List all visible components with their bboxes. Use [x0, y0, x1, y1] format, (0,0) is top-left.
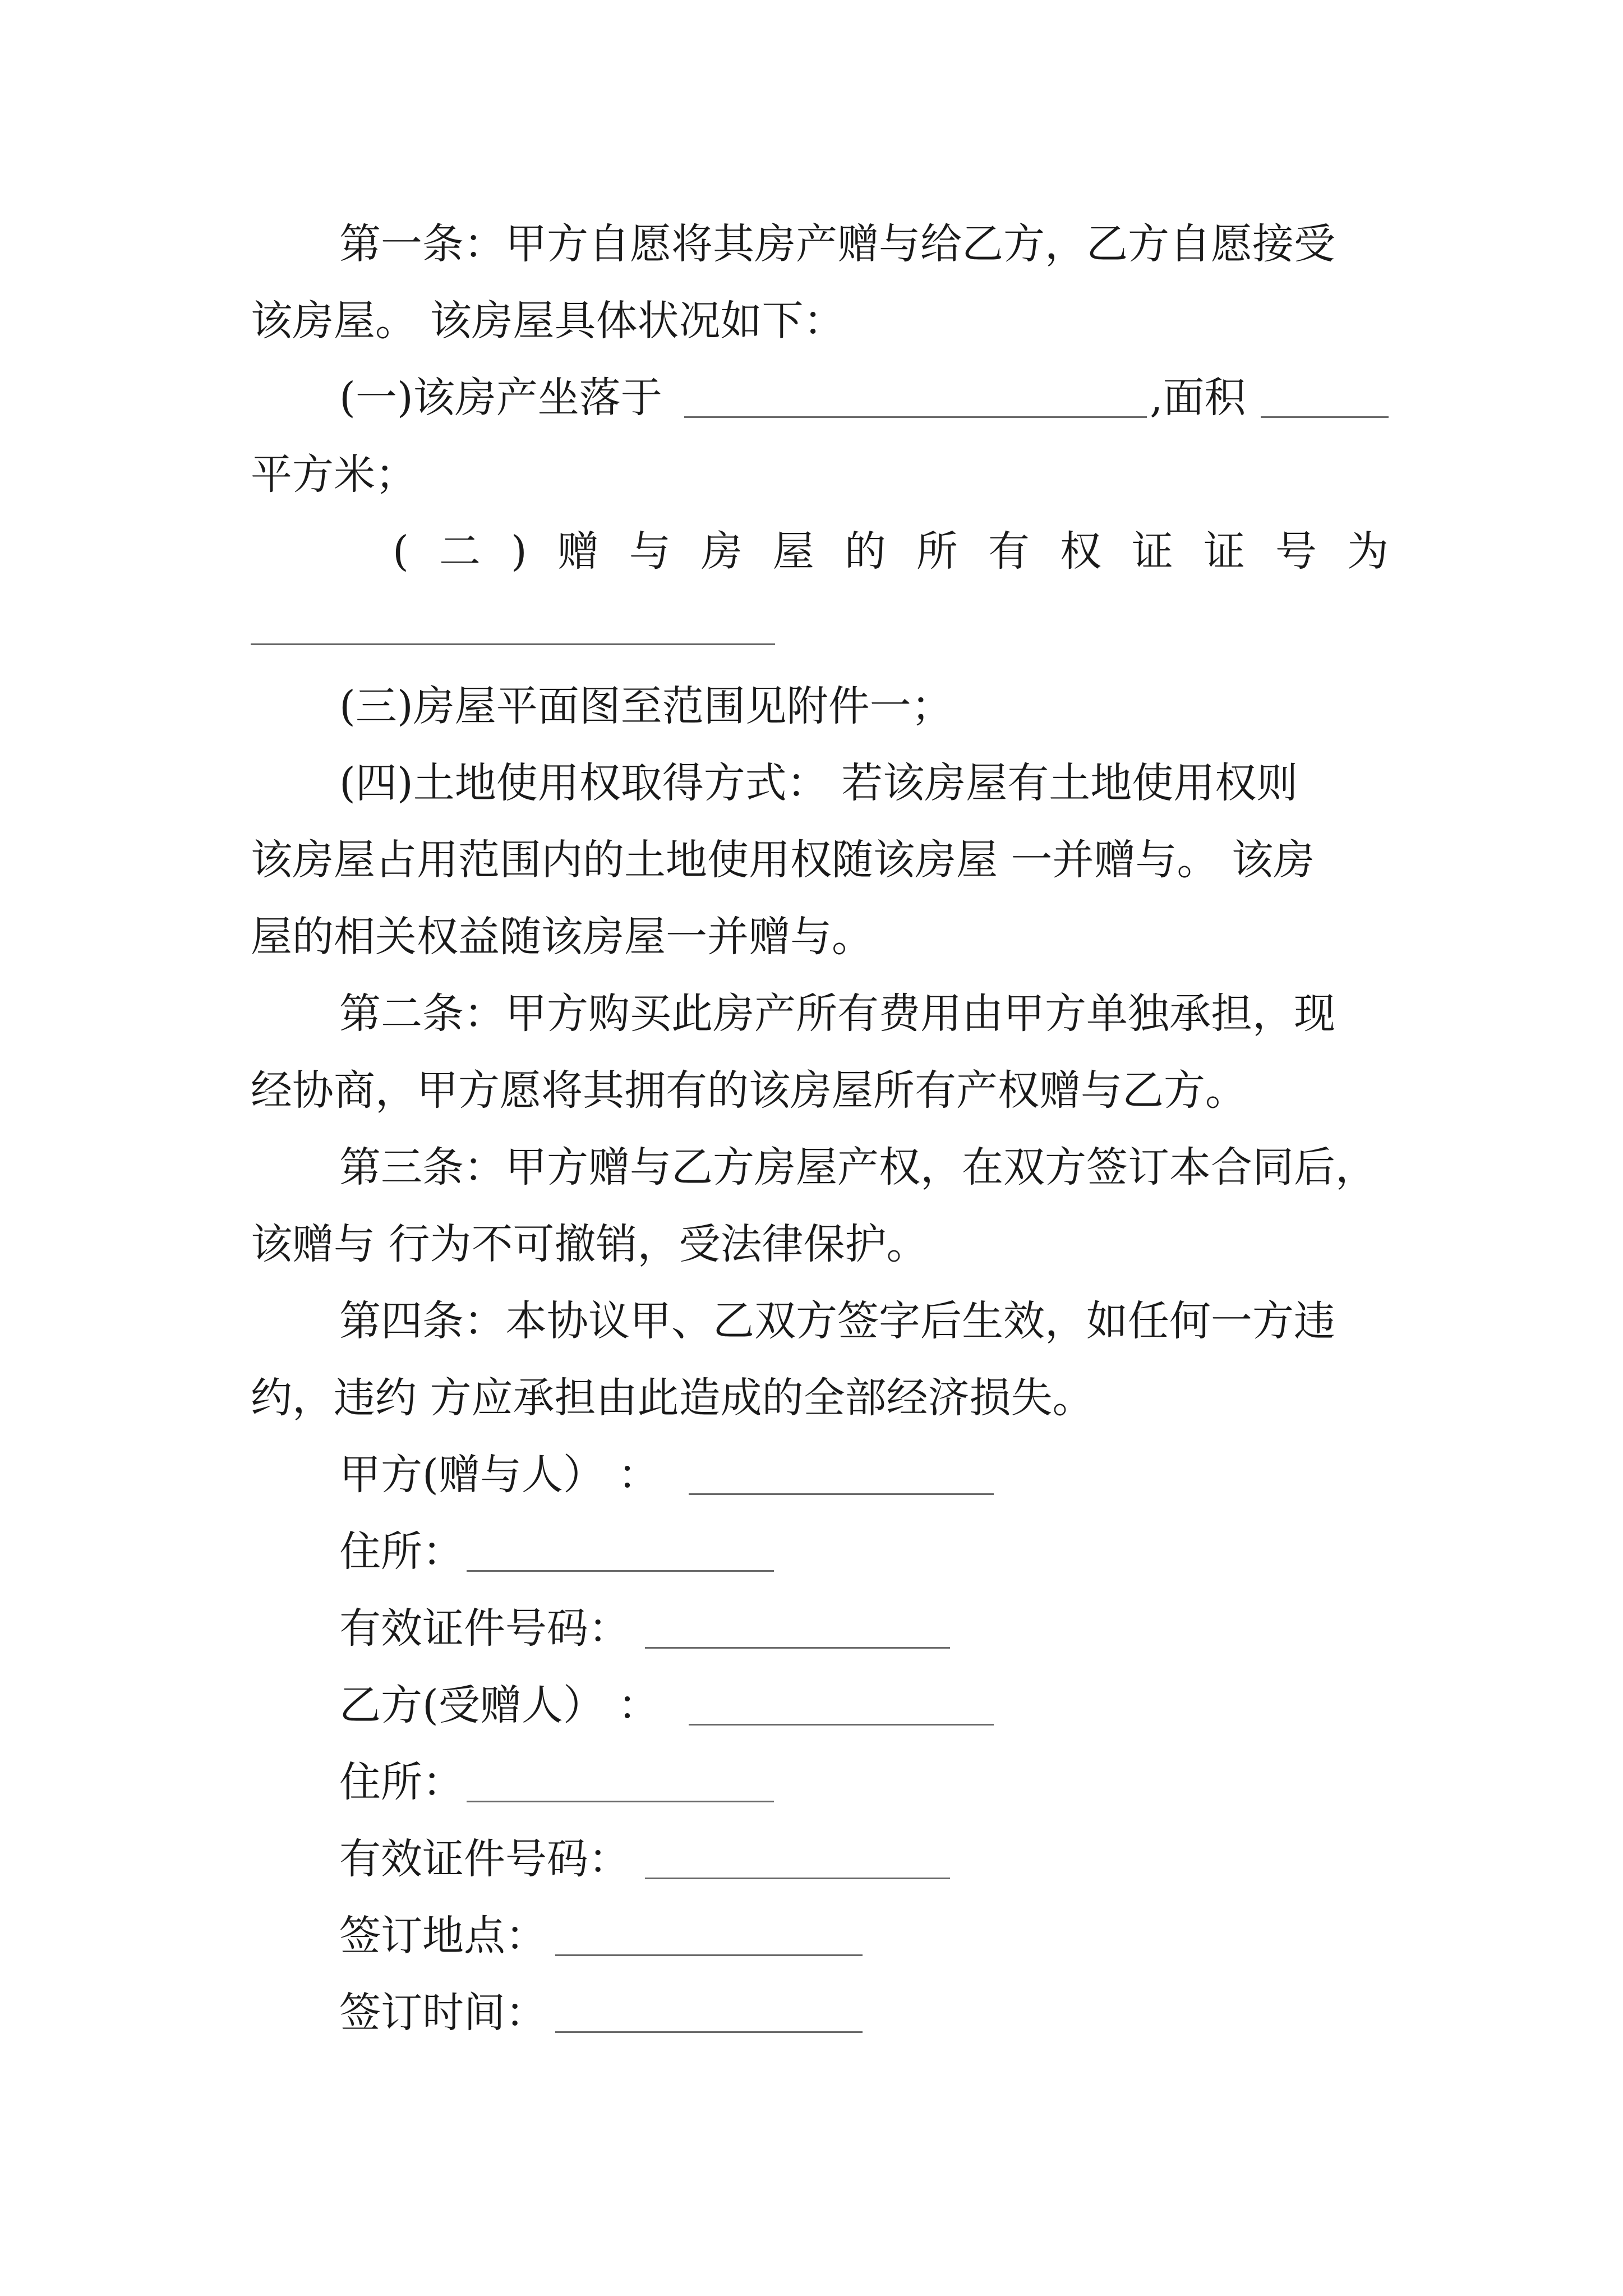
signing-place-label: 签订地点： — [339, 1912, 547, 1960]
item1-line2: 平方米； — [251, 450, 417, 499]
article3-line1: 第三条：甲方赠与乙方房屋产权，在双方签订本合同后， — [339, 1143, 1377, 1191]
signing-time-label: 签订时间： — [339, 1989, 547, 2037]
item2-char: 证 — [1203, 527, 1245, 576]
donor-id-blank[interactable] — [645, 1647, 950, 1649]
donor-address-blank[interactable] — [467, 1570, 774, 1572]
item2-char: 有 — [988, 527, 1030, 576]
donor-name-blank[interactable] — [689, 1493, 994, 1495]
donee-label: 乙方(受赠人） ： — [339, 1681, 660, 1729]
donor-address-label: 住所： — [339, 1527, 464, 1576]
article2-line1: 第二条：甲方购买此房产所有费用由甲方单独承担，现 — [339, 990, 1335, 1038]
donee-id-blank[interactable] — [645, 1878, 950, 1879]
item3-line: (三)房屋平面图至范围见附件一； — [339, 682, 953, 730]
donee-address-blank[interactable] — [467, 1801, 774, 1802]
item4-line1: (四)土地使用权取得方式： 若该房屋有土地使用权则 — [339, 759, 1298, 807]
item2-char: ( — [393, 527, 409, 576]
item2-char: 赠 — [557, 527, 599, 576]
article4-line2: 约，违约 方应承担由此造成的全部经济损失。 — [251, 1374, 1094, 1422]
item1-prefix: (一)该房产坐落于 — [339, 374, 662, 422]
item2-char: 号 — [1275, 527, 1317, 576]
article4-line1: 第四条：本协议甲、乙双方签字后生效，如任何一方违 — [339, 1297, 1335, 1345]
donee-name-blank[interactable] — [689, 1724, 994, 1726]
article1-line2: 该房屋。 该房屋具体状况如下： — [251, 297, 845, 345]
article3-line2: 该赠与 行为不可撤销，受法律保护。 — [251, 1220, 928, 1268]
donor-id-label: 有效证件号码： — [339, 1604, 630, 1653]
item2-char: 为 — [1347, 527, 1389, 576]
item4-line2: 该房屋占用范围内的土地使用权随该房屋 一并赠与。 该房 — [251, 836, 1315, 884]
signing-place-blank[interactable] — [555, 1954, 863, 1956]
item1-middle: ,面积 — [1150, 374, 1246, 422]
item2-char: 二 — [439, 527, 481, 576]
location-blank[interactable] — [684, 416, 1147, 418]
article2-line2: 经协商，甲方愿将其拥有的该房屋所有产权赠与乙方。 — [251, 1066, 1247, 1115]
item2-char: 房 — [700, 527, 743, 576]
item2-char: 证 — [1131, 527, 1173, 576]
item2-char: ) — [510, 527, 527, 576]
donor-label: 甲方(赠与人） ： — [339, 1451, 660, 1499]
item2-char: 屋 — [772, 527, 814, 576]
item2-char: 的 — [844, 527, 886, 576]
item2-line — [393, 527, 1389, 576]
certificate-number-blank[interactable] — [251, 643, 775, 645]
donee-id-label: 有效证件号码： — [339, 1835, 630, 1883]
article1-line1: 第一条：甲方自愿将其房产赠与给乙方，乙方自愿接受 — [339, 220, 1335, 268]
item2-char: 与 — [629, 527, 671, 576]
area-blank[interactable] — [1261, 416, 1389, 418]
signing-time-blank[interactable] — [555, 2031, 863, 2033]
item4-line3: 屋的相关权益随该房屋一并赠与。 — [251, 913, 873, 961]
item2-char: 权 — [1059, 527, 1101, 576]
item2-char: 所 — [916, 527, 958, 576]
donee-address-label: 住所： — [339, 1758, 464, 1806]
